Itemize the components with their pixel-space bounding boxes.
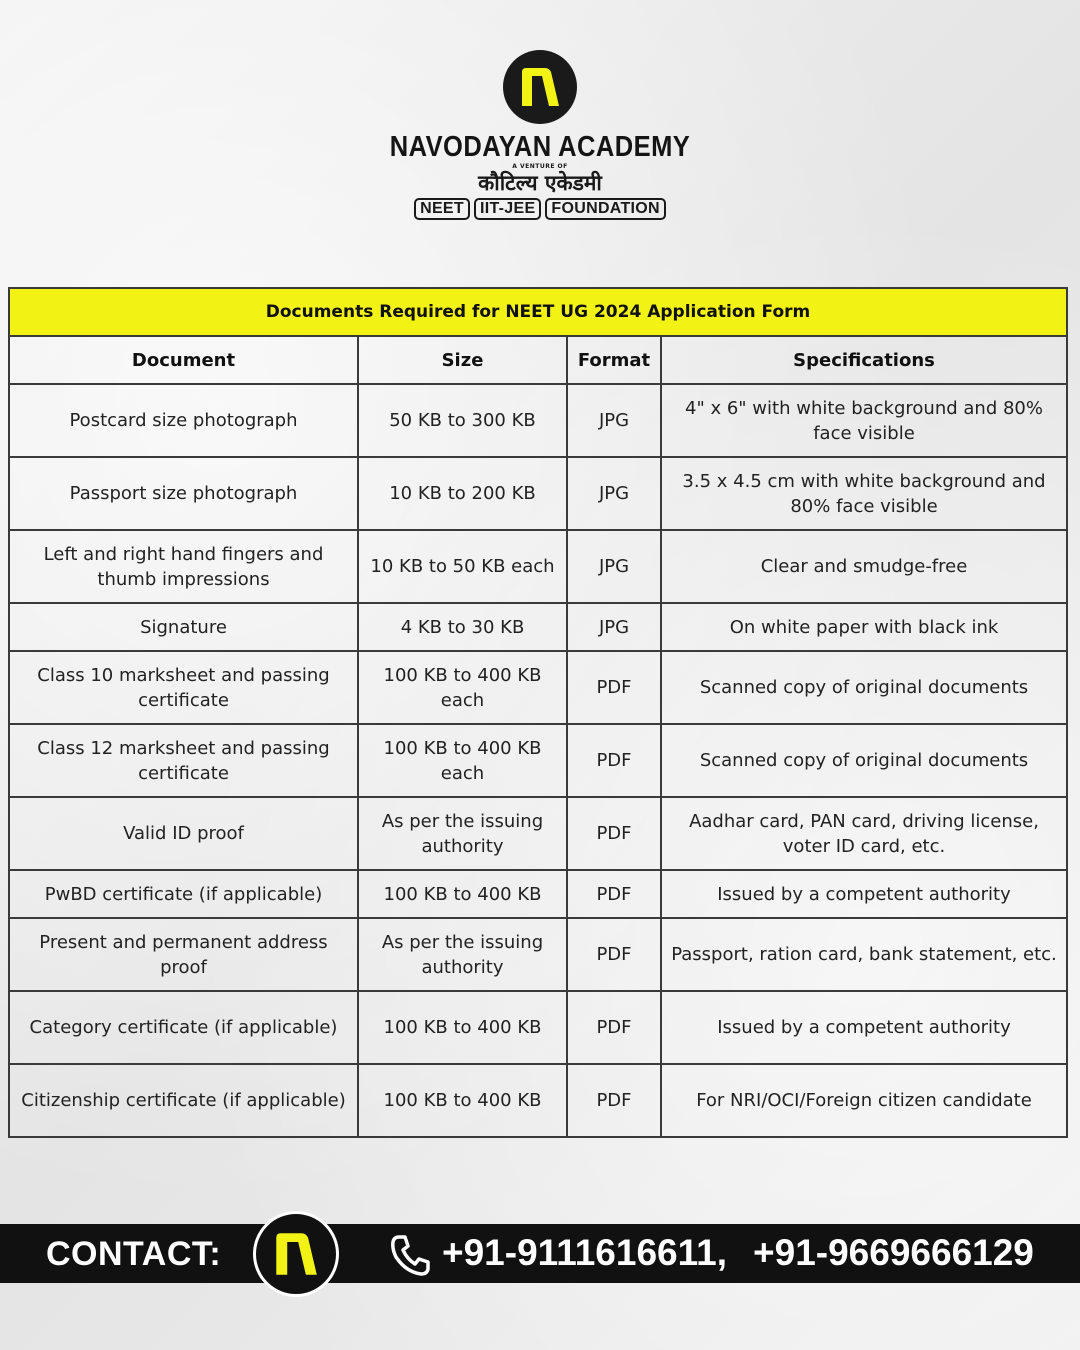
cell-format: PDF	[567, 724, 661, 797]
cell-format: JPG	[567, 530, 661, 603]
table-row	[9, 603, 1067, 651]
cell-size: 100 KB to 400 KB	[358, 991, 567, 1064]
tag-neet: NEET	[414, 198, 470, 220]
cell-size: As per the issuing authority	[358, 918, 567, 991]
cell-format: PDF	[567, 797, 661, 870]
cell-specifications: For NRI/OCI/Foreign citizen candidate	[661, 1064, 1067, 1137]
column-header-specifications: Specifications	[661, 336, 1067, 384]
cell-document: PwBD certificate (if applicable)	[9, 870, 358, 918]
table-title: Documents Required for NEET UG 2024 Application Form	[9, 288, 1067, 336]
brand-header	[0, 50, 1080, 220]
cell-format: JPG	[567, 384, 661, 457]
table-row	[9, 530, 1067, 603]
brand-hindi-name: कौटिल्य एकेडमी	[478, 171, 602, 195]
cell-size: 100 KB to 400 KB	[358, 1064, 567, 1137]
table-row	[9, 870, 1067, 918]
cell-format: JPG	[567, 457, 661, 530]
cell-specifications: 3.5 x 4.5 cm with white background and 80% face visible	[661, 457, 1067, 530]
cell-document: Valid ID proof	[9, 797, 358, 870]
column-header-document: Document	[9, 336, 358, 384]
brand-tags	[0, 198, 1080, 220]
cell-specifications: Issued by a competent authority	[661, 991, 1067, 1064]
n-logo-icon	[503, 50, 577, 124]
table-row	[9, 457, 1067, 530]
tag-iit-jee: IIT-JEE	[474, 198, 541, 220]
cell-specifications: Issued by a competent authority	[661, 870, 1067, 918]
cell-format: PDF	[567, 918, 661, 991]
cell-document: Category certificate (if applicable)	[9, 991, 358, 1064]
cell-size: 100 KB to 400 KB each	[358, 651, 567, 724]
table-row	[9, 1064, 1067, 1137]
cell-format: JPG	[567, 603, 661, 651]
cell-size: 10 KB to 200 KB	[358, 457, 567, 530]
cell-format: PDF	[567, 870, 661, 918]
cell-specifications: Scanned copy of original documents	[661, 651, 1067, 724]
table-header-row	[9, 336, 1067, 384]
tag-foundation: FOUNDATION	[545, 198, 665, 220]
cell-document: Class 12 marksheet and passing certificate	[9, 724, 358, 797]
phone-numbers	[442, 1230, 1034, 1276]
cell-document: Left and right hand fingers and thumb impressions	[9, 530, 358, 603]
brand-venture: A VENTURE OF	[512, 163, 568, 170]
cell-specifications: Scanned copy of original documents	[661, 724, 1067, 797]
cell-size: As per the issuing authority	[358, 797, 567, 870]
cell-document: Class 10 marksheet and passing certificate	[9, 651, 358, 724]
cell-format: PDF	[567, 991, 661, 1064]
cell-size: 4 KB to 30 KB	[358, 603, 567, 651]
phone-number-1[interactable]: +91-9111616611,	[442, 1232, 728, 1273]
cell-document: Present and permanent address proof	[9, 918, 358, 991]
cell-specifications: On white paper with black ink	[661, 603, 1067, 651]
cell-specifications: Passport, ration card, bank statement, etc.	[661, 918, 1067, 991]
column-header-size: Size	[358, 336, 567, 384]
table-row	[9, 797, 1067, 870]
documents-table	[8, 287, 1068, 1138]
cell-specifications: Aadhar card, PAN card, driving license, voter ID card, etc.	[661, 797, 1067, 870]
table-row	[9, 991, 1067, 1064]
phone-number-2[interactable]: +91-9669666129	[753, 1232, 1034, 1273]
cell-document: Citizenship certificate (if applicable)	[9, 1064, 358, 1137]
cell-document: Passport size photograph	[9, 457, 358, 530]
cell-specifications: Clear and smudge-free	[661, 530, 1067, 603]
cell-size: 100 KB to 400 KB each	[358, 724, 567, 797]
cell-format: PDF	[567, 651, 661, 724]
cell-document: Signature	[9, 603, 358, 651]
cell-size: 50 KB to 300 KB	[358, 384, 567, 457]
cell-document: Postcard size photograph	[9, 384, 358, 457]
table-row	[9, 384, 1067, 457]
table-row	[9, 918, 1067, 991]
table-row	[9, 724, 1067, 797]
column-header-format: Format	[567, 336, 661, 384]
table-row	[9, 651, 1067, 724]
brand-name: NAVODAYAN ACADEMY	[389, 131, 691, 163]
cell-format: PDF	[567, 1064, 661, 1137]
cell-specifications: 4" x 6" with white background and 80% face visible	[661, 384, 1067, 457]
phone-icon	[390, 1234, 430, 1276]
contact-label: CONTACT:	[46, 1235, 222, 1273]
cell-size: 10 KB to 50 KB each	[358, 530, 567, 603]
n-logo-icon	[253, 1211, 339, 1297]
cell-size: 100 KB to 400 KB	[358, 870, 567, 918]
